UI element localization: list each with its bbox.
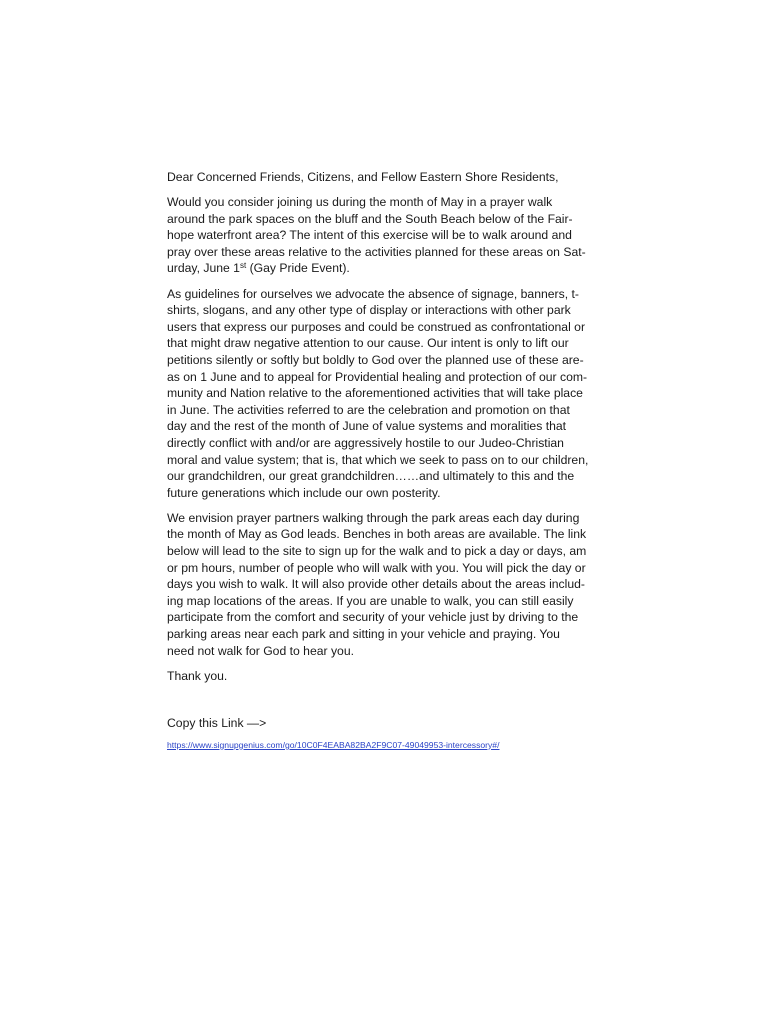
copy-link-label: Copy this Link —> [167,715,267,730]
paragraph-1-text-end: (Gay Pride Event). [246,261,350,276]
paragraph-prayer-partners: We envision prayer partners walking through the park areas each day during the month of May as God leads. Benches in both areas are available. The link below will lead to the site to sign up for the walk and to pick a day or days, am or pm hours, number of people who will walk with you. You will pick the day or days you wish to walk. It will also provide other details about the areas includ- ing map locations of the areas. If you are unable to walk, you can still easily participate from the comfort and security of your vehicle just by driving to the parking areas near each park and sitting in your vehicle and praying. You need not walk for God to hear you. [167,510,587,658]
spacer [167,693,602,715]
letter-body [167,169,602,751]
closing-thank-you: Thank you. [167,668,228,683]
signup-link[interactable]: https://www.signupgenius.com/go/10C0F4EABA82BA2F9C07-49049953-intercessory#/ [167,739,500,750]
ordinal-suffix: st [239,261,247,271]
salutation: Dear Concerned Friends, Citizens, and Fellow Eastern Shore Residents, [167,170,559,184]
paragraph-guidelines: As guidelines for ourselves we advocate the absence of signage, banners, t- shirts, slogans, and any other type of display or interactions with other park users that express our purposes and could be construed as confrontational or that might draw negative attention to our cause. Our intent is only to lift our petitions silently or softly but boldly to God over the planned use of these are- as on 1 June and to appeal for Providential healing and protection of our com- munity and Nation relative to the aforementioned activities that will take place in June. The activities referred to are the celebration and promotion on that day and the rest of the month of June of value systems and moralities that directly conflict with and/or are aggressively hostile to our Judeo-Christian moral and value system; that is, that which we seek to pass on to our children, our grandchildren, our great grandchildren……and ultimately to this and the future generations which include our own posterity. [167,286,589,500]
paragraph-prayer-walk-invitation [167,194,602,277]
paragraph-1-text: Would you consider joining us during the month of May in a prayer walk around the park spaces on the bluff and the South Beach below of the Fair- hope waterfront area? The intent of this exercise will be to walk around and pray over these areas relative to the activities planned for these areas on Sat- urday, June 1 [167,195,586,276]
